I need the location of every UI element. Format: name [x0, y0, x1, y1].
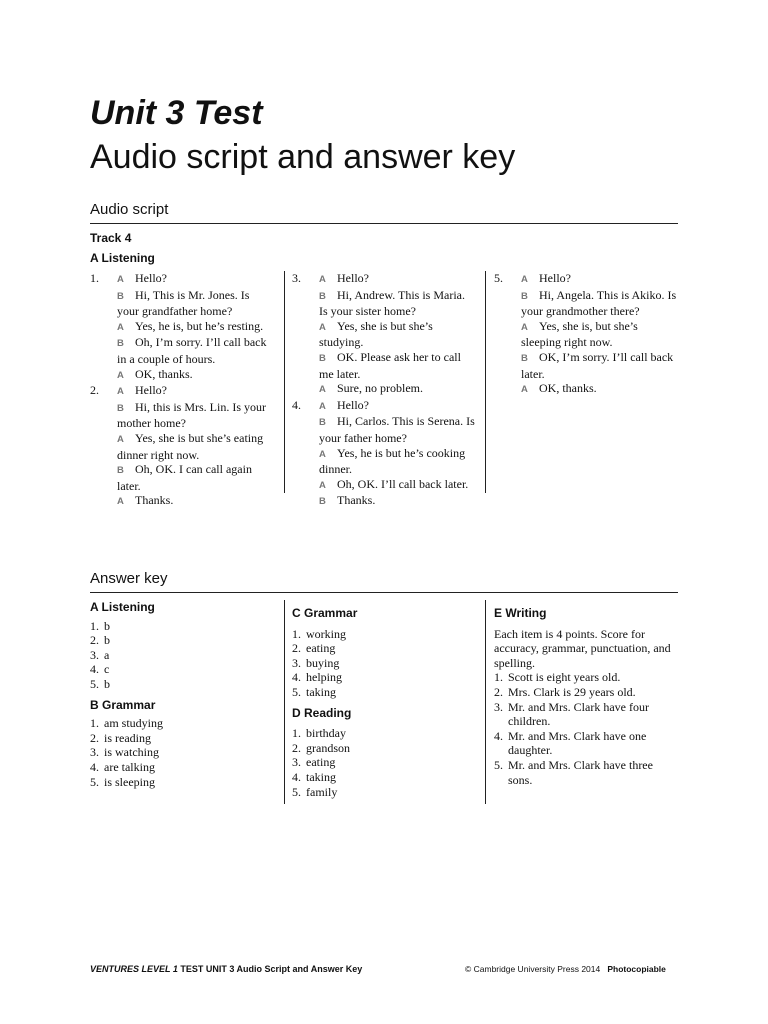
answer-text: b [104, 633, 110, 648]
dialogue-text: Oh, I’m sorry. I’ll call back in a couple of hours. [117, 335, 267, 366]
audio-script-column-1 [90, 271, 274, 510]
speaker-label: A [319, 274, 326, 285]
column-divider [284, 600, 285, 804]
answer-item [90, 648, 274, 663]
page-subtitle: Audio script and answer key [90, 138, 516, 176]
answer-item [494, 670, 678, 685]
speaker-label: A [319, 321, 326, 333]
dialogue-number: 2. [90, 383, 99, 398]
answer-item [90, 633, 274, 648]
answer-item [494, 758, 678, 787]
footer-title [90, 964, 362, 974]
column-divider [284, 271, 285, 493]
photocopiable-label: Photocopiable [607, 964, 666, 974]
answer-number: 2. [494, 684, 503, 699]
dialogue-line [319, 288, 476, 319]
copyright-text: © Cambridge University Press 2014 [465, 964, 601, 974]
dialogue-text: Thanks. [337, 493, 376, 508]
dialogue-item [292, 271, 476, 398]
dialogue-body [117, 383, 274, 510]
answer-text: helping [306, 670, 342, 685]
grammar-b-answers-title: B Grammar [90, 697, 156, 712]
dialogue-line [117, 319, 274, 336]
dialogue-line [319, 350, 476, 381]
dialogue-text: Oh, OK. I can call again later. [117, 462, 252, 493]
answer-item [494, 685, 678, 700]
answer-text: b [104, 676, 110, 691]
answer-number: 3. [494, 699, 503, 714]
answer-text: eating [306, 641, 336, 656]
dialogue-item [90, 383, 274, 510]
dialogue-line [319, 493, 476, 510]
dialogue-text: Thanks. [135, 493, 174, 508]
answer-item [292, 670, 476, 685]
answer-text: taking [306, 769, 336, 784]
answer-key-heading: Answer key [90, 570, 678, 593]
answer-number: 4. [90, 759, 99, 774]
answer-item [292, 685, 476, 700]
answer-text: grandson [306, 740, 350, 755]
answer-number: 2. [90, 730, 99, 745]
page-title: Unit 3 Test [90, 94, 263, 132]
answer-text: am studying [104, 716, 163, 731]
dialogue-text: Oh, OK. I’ll call back later. [337, 476, 469, 491]
dialogue-number: 3. [292, 271, 301, 285]
column-divider [485, 271, 486, 493]
answer-number: 2. [292, 740, 301, 755]
answer-item [90, 662, 274, 677]
dialogue-item [494, 271, 678, 398]
speaker-label: A [521, 321, 528, 333]
dialogue-text: Hi, This is Mr. Jones. Is your grandfather home? [117, 287, 250, 319]
audio-script-column-3 [494, 271, 678, 398]
dialogue-text: Hello? [337, 271, 369, 285]
dialogue-line [117, 367, 274, 384]
answer-number: 2. [292, 641, 301, 656]
column-divider [485, 600, 486, 804]
speaker-label: A [319, 479, 326, 491]
answer-text: a [104, 647, 110, 662]
dialogue-text: OK, thanks. [539, 381, 597, 396]
audio-script-heading: Audio script [90, 201, 678, 224]
speaker-label: A [117, 369, 124, 381]
speaker-label: A [521, 384, 528, 396]
grammar-c-answers-title: C Grammar [292, 606, 358, 620]
footer-document: TEST UNIT 3 Audio Script and Answer Key [177, 964, 363, 974]
dialogue-text: Yes, he is but he’s cooking dinner. [319, 445, 466, 477]
answer-text: Mr. and Mrs. Clark have one daughter. [508, 728, 647, 758]
answer-number: 5. [90, 676, 99, 691]
dialogue-text: OK. Please ask her to call me later. [319, 349, 461, 381]
speaker-label: B [319, 352, 326, 364]
speaker-label: B [319, 496, 326, 508]
answer-text: is watching [104, 745, 159, 760]
answer-number: 5. [90, 774, 99, 789]
answer-text: family [306, 784, 338, 799]
dialogue-line [117, 493, 274, 510]
dialogue-line [117, 288, 274, 319]
answer-number: 1. [90, 618, 99, 633]
dialogue-line [521, 381, 678, 398]
answer-number: 5. [292, 784, 301, 799]
answer-item [494, 729, 678, 758]
answer-text: b [104, 618, 110, 633]
answer-item [292, 755, 476, 770]
answer-item [292, 627, 476, 642]
dialogue-number: 5. [494, 271, 503, 285]
answer-number: 3. [292, 755, 301, 770]
answer-number: 1. [494, 670, 503, 685]
dialogue-item [292, 398, 476, 510]
speaker-label: A [117, 274, 124, 285]
dialogue-body [117, 271, 274, 383]
dialogue-line [521, 319, 678, 350]
speaker-label: B [319, 290, 326, 302]
dialogue-line [319, 477, 476, 494]
answer-text: Mr. and Mrs. Clark have four children. [508, 699, 649, 729]
listening-answers-title: A Listening [90, 600, 155, 614]
speaker-label: B [117, 338, 124, 350]
dialogue-text: OK, I’m sorry. I’ll call back later. [521, 349, 674, 381]
dialogue-line [319, 398, 476, 415]
answer-text: Mr. and Mrs. Clark have three sons. [508, 757, 653, 787]
dialogue-text: Hello? [135, 271, 167, 285]
speaker-label: B [521, 290, 528, 302]
dialogue-text: Sure, no problem. [337, 381, 423, 396]
answer-number: 3. [292, 655, 301, 670]
answer-text: is sleeping [104, 774, 155, 789]
answer-text: eating [306, 755, 336, 770]
reading-answers-list [292, 726, 476, 799]
dialogue-text: Yes, she is but she’s studying. [319, 318, 433, 350]
answer-item [292, 726, 476, 741]
dialogue-body [319, 398, 476, 510]
speaker-label: B [117, 290, 124, 302]
speaker-label: A [319, 448, 326, 460]
speaker-label: A [117, 386, 124, 398]
answer-text: working [306, 626, 346, 641]
writing-answers-list [494, 670, 678, 787]
answer-item [494, 700, 678, 729]
answer-text: buying [306, 655, 340, 670]
reading-answers-title: D Reading [292, 705, 352, 720]
dialogue-item [90, 271, 274, 383]
speaker-label: A [319, 384, 326, 396]
dialogue-text: Yes, she is, but she’s sleeping right now. [521, 318, 638, 350]
answer-number: 4. [292, 670, 301, 685]
writing-instructions: Each item is 4 points. Score for accuracy, grammar, punctuation, and spelling. [494, 626, 671, 670]
answer-text: birthday [306, 726, 346, 741]
speaker-label: B [117, 465, 124, 477]
speaker-label: A [521, 274, 528, 285]
answer-text: is reading [104, 730, 151, 745]
speaker-label: A [319, 400, 326, 412]
dialogue-text: Hi, this is Mrs. Lin. Is your mother home? [117, 399, 267, 431]
dialogue-line [117, 400, 274, 431]
answer-item [90, 619, 274, 634]
grammar-c-answers-list [292, 627, 476, 700]
speaker-label: B [319, 417, 326, 429]
track-label: Track 4 [90, 231, 132, 245]
dialogue-text: Yes, he is, but he’s resting. [135, 318, 264, 333]
answer-number: 4. [292, 769, 301, 784]
footer-copyright [465, 964, 666, 974]
answer-number: 4. [494, 728, 503, 743]
dialogue-text: Hello? [135, 383, 167, 398]
answer-item [90, 716, 274, 731]
answer-number: 1. [90, 716, 99, 731]
answer-number: 5. [494, 757, 503, 772]
answer-item [90, 745, 274, 760]
answer-item [292, 741, 476, 756]
dialogue-text: Hello? [539, 271, 571, 285]
answer-number: 4. [90, 662, 99, 677]
dialogue-text: Hi, Carlos. This is Serena. Is your father home? [319, 414, 475, 445]
listening-section-label: A Listening [90, 251, 155, 265]
speaker-label: A [117, 496, 124, 508]
answer-number: 1. [292, 726, 301, 741]
dialogue-line [319, 271, 476, 288]
dialogue-text: OK, thanks. [135, 366, 193, 381]
dialogue-body [319, 271, 476, 398]
dialogue-line [319, 319, 476, 350]
answer-text: c [104, 662, 110, 677]
answer-item [292, 641, 476, 656]
answer-key-column-1 [90, 600, 274, 789]
answer-number: 3. [90, 647, 99, 662]
grammar-b-answers-list [90, 716, 274, 789]
dialogue-line [117, 431, 274, 462]
answer-key-column-2 [292, 606, 476, 799]
answer-item [292, 770, 476, 785]
dialogue-line [319, 381, 476, 398]
answer-key-column-3 [494, 606, 678, 787]
answer-item [292, 785, 476, 800]
dialogue-line [521, 288, 678, 319]
answer-item [90, 760, 274, 775]
answer-text: are talking [104, 759, 155, 774]
speaker-label: B [117, 402, 124, 414]
dialogue-body [521, 271, 678, 398]
answer-item [292, 656, 476, 671]
dialogue-line [319, 414, 476, 445]
answer-item [90, 775, 274, 790]
dialogue-line [117, 383, 274, 400]
speaker-label: A [117, 433, 124, 445]
answer-number: 2. [90, 633, 99, 648]
dialogue-text: Hi, Angela. This is Akiko. Is your grandmother there? [521, 287, 677, 319]
dialogue-number: 4. [292, 397, 301, 412]
dialogue-text: Hello? [337, 397, 369, 412]
dialogue-line [117, 335, 274, 366]
dialogue-number: 1. [90, 271, 99, 285]
footer-series: VENTURES LEVEL 1 [90, 964, 178, 974]
dialogue-line [117, 271, 274, 288]
speaker-label: A [117, 321, 124, 333]
dialogue-text: Yes, she is but she’s eating dinner right now. [117, 430, 264, 462]
answer-number: 1. [292, 626, 301, 641]
dialogue-line [117, 462, 274, 493]
listening-answers-list [90, 619, 274, 692]
dialogue-line [521, 350, 678, 381]
answer-text: Mrs. Clark is 29 years old. [508, 684, 636, 699]
answer-item [90, 677, 274, 692]
dialogue-line [521, 271, 678, 288]
audio-script-column-2 [292, 271, 476, 510]
dialogue-line [319, 446, 476, 477]
dialogue-text: Hi, Andrew. This is Maria. Is your sister home? [319, 287, 465, 319]
answer-text: taking [306, 684, 336, 699]
writing-answers-title: E Writing [494, 606, 547, 620]
answer-number: 5. [292, 684, 301, 699]
speaker-label: B [521, 352, 528, 364]
answer-number: 3. [90, 745, 99, 760]
answer-item [90, 731, 274, 746]
answer-text: Scott is eight years old. [508, 670, 621, 685]
